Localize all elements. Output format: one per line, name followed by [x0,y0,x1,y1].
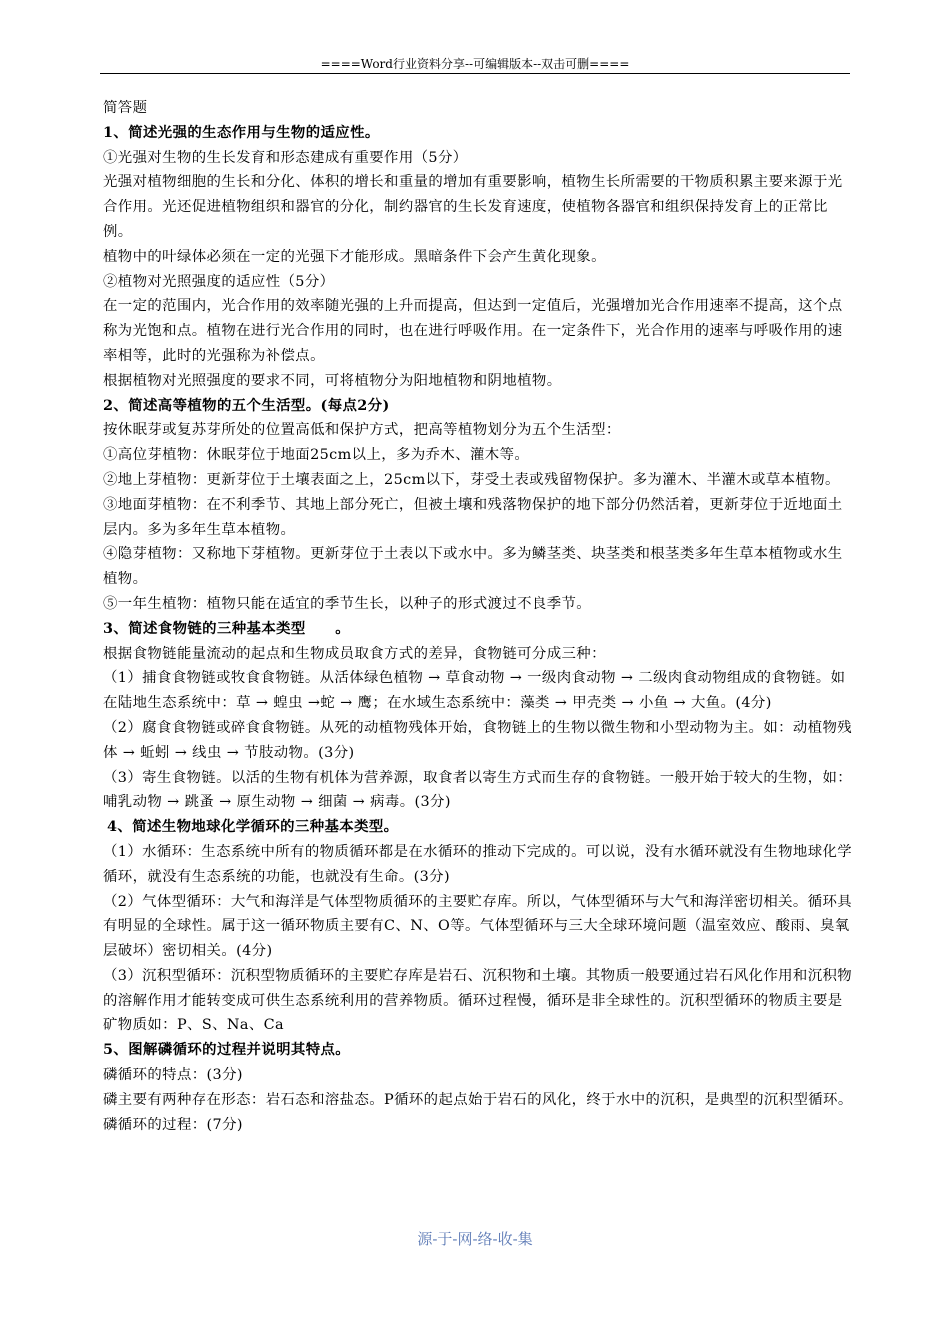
body-paragraph: 根据植物对光照强度的要求不同，可将植物分为阳地植物和阴地植物。 [103,372,562,389]
body-paragraph: （3）沉积型循环：沉积型物质循环的主要贮存库是岩石、沉积物和土壤。其物质一般要通过岩石风化作用和沉积物的溶解作用才能转变成可供生态系统利用的营养物质。循环过程慢，循环是非全球性的。沉积型循环的物质主要是矿物质如：P、S、Na、Ca [103,967,853,1034]
body-paragraph: （2）气体型循环：大气和海洋是气体型物质循环的主要贮存库。所以，气体型循环与大气和海洋密切相关。循环具有明显的全球性。属于这一循环物质主要有C、N、O等。气体型循环与三大全球环境问题（温室效应、酸雨、臭氧层破坏）密切相关。(4分) [103,893,853,960]
body-paragraph: ②植物对光照强度的适应性（5分） [103,273,335,290]
body-paragraph: 根据食物链能量流动的起点和生物成员取食方式的差异，食物链可分成三种： [103,645,606,662]
question-heading: 5、图解磷循环的过程并说明其特点。 [103,1041,351,1059]
body-paragraph: 磷循环的特点：(3分) [103,1067,243,1084]
body-paragraph: ①光强对生物的生长发育和形态建成有重要作用（5分） [103,149,468,166]
body-paragraph: ⑤一年生植物：植物只能在适宜的季节生长，以种子的形式渡过不良季节。 [103,595,592,612]
question-heading: 1、简述光强的生态作用与生物的适应性。 [103,123,380,141]
question-heading: 2、简述高等植物的五个生活型。(每点2分) [103,396,390,414]
body-paragraph: （1）捕食食物链或牧食食物链。从活体绿色植物 → 草食动物 → 一级肉食动物 → 二级肉食动物组成的食物链。如在陆地生态系统中：草 → 蝗虫 →蛇 → 鹰；在水域生态系统中：藻类 → 甲壳类 → 小鱼 → 大鱼。(4分) [103,670,846,712]
section-title: 简答题 [103,100,148,116]
body-paragraph: ④隐芽植物：又称地下芽植物。更新芽位于土表以下或水中。多为鳞茎类、块茎类和根茎类多年生草本植物或水生植物。 [103,546,843,588]
body-paragraph: ①高位芽植物：休眠芽位于地面25cm以上，多为乔木、灌木等。 [103,447,530,464]
body-paragraph: 磷主要有两种存在形态：岩石态和溶盐态。P循环的起点始于岩石的风化，终于水中的沉积，是典型的沉积型循环。 [103,1091,853,1108]
question-heading: 4、简述生物地球化学循环的三种基本类型。 [107,818,399,836]
body-paragraph: ③地面芽植物：在不利季节、其地上部分死亡，但被土壤和残落物保护的地下部分仍然活着，更新芽位于近地面土层内。多为多年生草本植物。 [103,496,843,538]
body-paragraph: （1）水循环：生态系统中所有的物质循环都是在水循环的推动下完成的。可以说，没有水循环就没有生物地球化学循环，就没有生态系统的功能，也就没有生命。(3分) [103,843,853,885]
body-paragraph: 光强对植物细胞的生长和分化、体积的增长和重量的增加有重要影响，植物生长所需要的干物质积累主要来源于光合作用。光还促进植物组织和器官的分化，制约器官的生长发育速度，使植物各器官和组织保持发育上的正常比例。 [103,174,843,240]
paragraph-list [103,121,853,1138]
page-header: ====Word行业资料分享--可编辑版本--双击可删==== [320,57,630,71]
body-paragraph: 在一定的范围内，光合作用的效率随光强的上升而提高，但达到一定值后，光强增加光合作用速率不提高，这个点称为光饱和点。植物在进行光合作用的同时，也在进行呼吸作用。在一定条件下，光合作用的速率与呼吸作用的速率相等，此时的光强称为补偿点。 [103,298,843,364]
body-paragraph: （3）寄生食物链。以活的生物有机体为营养源，取食者以寄生方式而生存的食物链。一般开始于较大的生物，如：哺乳动物 → 跳蚤 → 原生动物 → 细菌 → 病毒。(3分) [103,769,853,811]
body-paragraph: 按休眠芽或复苏芽所处的位置高低和保护方式，把高等植物划分为五个生活型： [103,422,621,439]
body-paragraph: 植物中的叶绿体必须在一定的光强下才能形成。黑暗条件下会产生黄化现象。 [103,248,606,265]
page-footer: 源-于-网-络-收-集 [417,1230,533,1248]
document-body [103,96,853,1137]
header-divider [100,73,850,74]
body-paragraph: 磷循环的过程：(7分) [103,1116,243,1133]
question-heading: 3、简述食物链的三种基本类型 。 [103,619,351,637]
body-paragraph: （2）腐食食物链或碎食食物链。从死的动植物残体开始，食物链上的生物以微生物和小型动物为主。如：动植物残体 → 蚯蚓 → 线虫 → 节肢动物。(3分) [103,719,853,761]
body-paragraph: ②地上芽植物：更新芽位于土壤表面之上，25cm以下，芽受土表或残留物保护。多为灌木、半灌木或草本植物。 [103,471,840,488]
